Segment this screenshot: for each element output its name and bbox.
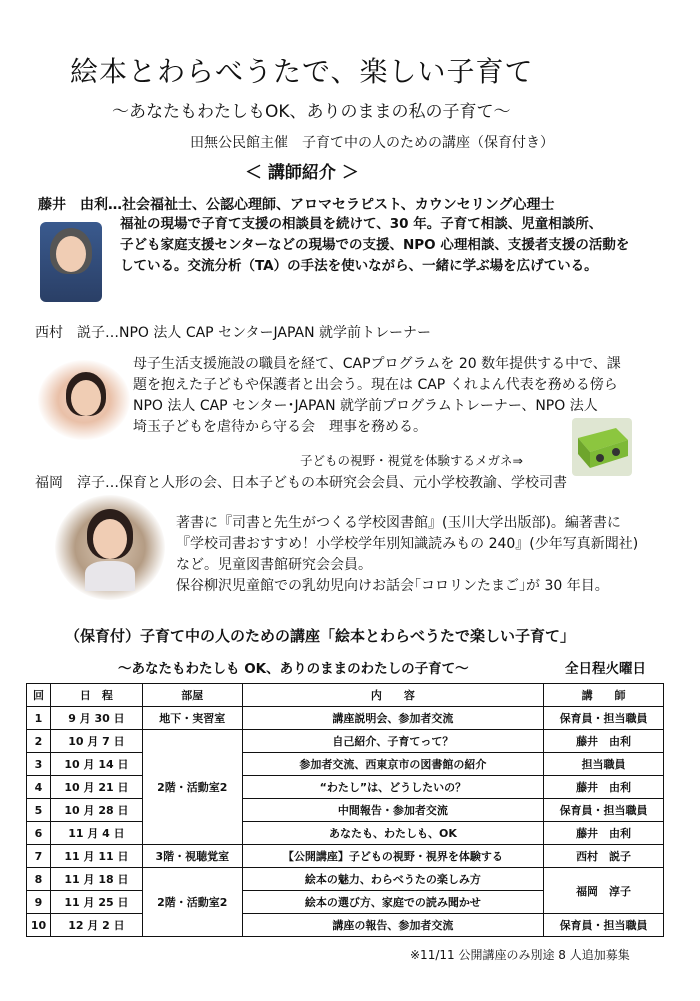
lecturer-2-name: 西村 説子…NPO 法人 CAP センターJAPAN 就学前トレーナー bbox=[35, 325, 432, 341]
row-date: 11 月 18 日 bbox=[50, 868, 142, 891]
row-date: 10 月 28 日 bbox=[50, 799, 142, 822]
host-line: 田無公民館主催 子育て中の人のための講座（保育付き） bbox=[190, 135, 554, 151]
schedule-title: （保育付）子育て中の人のための講座「絵本とわらべうたで楽しい子育て」 bbox=[65, 627, 576, 645]
lecturer-2-photo bbox=[38, 360, 130, 440]
header-room: 部屋 bbox=[142, 684, 242, 707]
lecturer-1-bio: 福祉の現場で子育て支援の相談員を続けて、30 年。子育て相談、児童相談所、 子ども家庭支援センターなどの現場での支援、NPO 心理相談、支援者支援の活動を している。交流分析（TA）の手法を使いながら、一緒に学ぶ場を広げている。 bbox=[120, 216, 630, 274]
schedule-day-note: 全日程火曜日 bbox=[565, 661, 646, 677]
row-no: 10 bbox=[27, 914, 51, 937]
row-room: 地下・実習室 bbox=[142, 707, 242, 730]
row-no: 7 bbox=[27, 845, 51, 868]
schedule-subtitle: ～あなたもわたしも OK、ありのままのわたしの子育て～ bbox=[118, 661, 469, 677]
row-content: あなたも、わたしも、OK bbox=[242, 822, 543, 845]
intro-heading: ＜ 講師紹介 ＞ bbox=[245, 163, 359, 183]
row-teacher: 担当職員 bbox=[544, 753, 664, 776]
header-date: 日 程 bbox=[50, 684, 142, 707]
row-date: 12 月 2 日 bbox=[50, 914, 142, 937]
row-no: 4 bbox=[27, 776, 51, 799]
table-row bbox=[27, 822, 664, 845]
row-date: 11 月 11 日 bbox=[50, 845, 142, 868]
table-row bbox=[27, 707, 664, 730]
row-date: 10 月 7 日 bbox=[50, 730, 142, 753]
row-content: 参加者交流、西東京市の図書館の紹介 bbox=[242, 753, 543, 776]
row-teacher: 藤井 由利 bbox=[544, 822, 664, 845]
lecturer-3-photo bbox=[55, 495, 165, 600]
table-row bbox=[27, 845, 664, 868]
table-row bbox=[27, 914, 664, 937]
row-no: 2 bbox=[27, 730, 51, 753]
lecturer-1-name: 藤井 由利…社会福祉士、公認心理師、アロマセラピスト、カウンセリング心理士 bbox=[38, 197, 555, 213]
row-no: 5 bbox=[27, 799, 51, 822]
page-title: 絵本とわらべうたで、楽しい子育て bbox=[70, 55, 534, 88]
row-date: 10 月 21 日 bbox=[50, 776, 142, 799]
row-date: 9 月 30 日 bbox=[50, 707, 142, 730]
table-header-row bbox=[27, 684, 664, 707]
row-content: 絵本の魅力、わらべうたの楽しみ方 bbox=[242, 868, 543, 891]
glasses-image bbox=[572, 418, 632, 476]
row-no: 8 bbox=[27, 868, 51, 891]
row-no: 6 bbox=[27, 822, 51, 845]
lecturer-1-photo bbox=[40, 222, 102, 302]
row-room: 2階・活動室2 bbox=[142, 868, 242, 937]
row-teacher: 西村 説子 bbox=[544, 845, 664, 868]
row-teacher: 藤井 由利 bbox=[544, 730, 664, 753]
row-content: 絵本の選び方、家庭での読み聞かせ bbox=[242, 891, 543, 914]
table-row bbox=[27, 730, 664, 753]
lecturer-3-bio: 著書に『司書と先生がつくる学校図書館』(玉川大学出版部)。編著書に 『学校司書おすすめ！小学校学年別知識読みもの 240』(少年写真新聞社) など。児童図書館研究会会員。 保谷柳沢児童館での乳幼児向けお話会｢コロリンたまご｣が 30 年目。 bbox=[176, 515, 639, 594]
row-no: 9 bbox=[27, 891, 51, 914]
row-date: 10 月 14 日 bbox=[50, 753, 142, 776]
schedule-table bbox=[26, 683, 664, 937]
row-no: 1 bbox=[27, 707, 51, 730]
row-teacher: 保育員・担当職員 bbox=[544, 707, 664, 730]
table-row bbox=[27, 799, 664, 822]
row-teacher: 保育員・担当職員 bbox=[544, 799, 664, 822]
row-room: 3階・視聴覚室 bbox=[142, 845, 242, 868]
header-no: 回 bbox=[27, 684, 51, 707]
table-row bbox=[27, 868, 664, 891]
row-date: 11 月 25 日 bbox=[50, 891, 142, 914]
row-content: 【公開講座】子どもの視野・視界を体験する bbox=[242, 845, 543, 868]
row-teacher: 福岡 淳子 bbox=[544, 868, 664, 914]
header-teacher: 講 師 bbox=[544, 684, 664, 707]
row-teacher: 藤井 由利 bbox=[544, 776, 664, 799]
table-row bbox=[27, 753, 664, 776]
row-content: “わたし”は、どうしたいの？ bbox=[242, 776, 543, 799]
row-content: 講座の報告、参加者交流 bbox=[242, 914, 543, 937]
row-date: 11 月 4 日 bbox=[50, 822, 142, 845]
row-content: 自己紹介、子育てって？ bbox=[242, 730, 543, 753]
lecturer-3-name: 福岡 淳子…保育と人形の会、日本子どもの本研究会会員、元小学校教諭、学校司書 bbox=[35, 475, 567, 491]
row-no: 3 bbox=[27, 753, 51, 776]
page-subtitle: ～あなたもわたしもOK、ありのままの私の子育て～ bbox=[112, 102, 511, 122]
glasses-caption: 子どもの視野・視覚を体験するメガネ⇒ bbox=[300, 453, 523, 468]
header-content: 内 容 bbox=[242, 684, 543, 707]
row-room: 2階・活動室2 bbox=[142, 730, 242, 845]
row-content: 講座説明会、参加者交流 bbox=[242, 707, 543, 730]
schedule-note: ※11/11 公開講座のみ別途 8 人追加募集 bbox=[410, 948, 630, 962]
row-content: 中間報告・参加者交流 bbox=[242, 799, 543, 822]
lecturer-2-bio: 母子生活支援施設の職員を経て、CAPプログラムを 20 数年提供する中で、課 題を抱えた子どもや保護者と出会う。現在は CAP くれよん代表を務める傍ら NPO 法人 CAP センター･JAPAN 就学前プログラムトレーナー、NPO 法人 埼玉子どもを虐待から守る会 理事を務める。 bbox=[133, 356, 621, 435]
row-teacher: 保育員・担当職員 bbox=[544, 914, 664, 937]
table-row bbox=[27, 776, 664, 799]
